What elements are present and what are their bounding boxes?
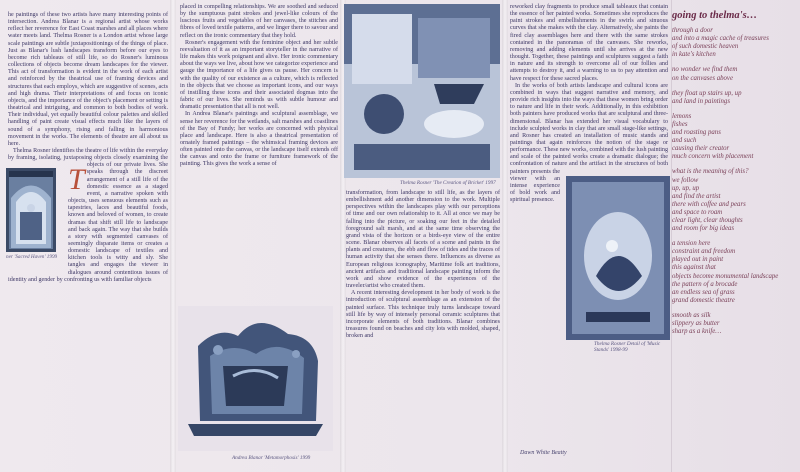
poem-stanza — [672, 90, 796, 106]
poem-line: a tension here — [672, 240, 711, 248]
col2-paragraph-3: In Andrea Blanar's paintings and sculptural assemblage, we sense her reverence for the wetlands, salt marshes and coastlines of the Bay of Fundy; her works are concerned with physical place and landscape. Here is also a theatrical presentation of ornately framed paintings – the whimsical framing devices are often painted onto the canvas, or the landscape itself extends off the canvas and onto the frame or furniture framework of the painting. This gives the work a sense of — [180, 111, 338, 168]
poem-stanza — [672, 27, 796, 59]
poem-line: the pattern of a brocade — [672, 280, 738, 288]
poem-title: going to thelma's… — [672, 10, 758, 21]
drop-cap: T — [68, 163, 85, 196]
wrap-spacer — [346, 350, 386, 470]
poem-line: and find the artist — [672, 192, 721, 200]
poem-line: and room for big ideas — [672, 225, 735, 233]
caption-sacred-haven: ner 'Sacred Haven' 1999 — [6, 254, 58, 260]
col1-paragraph-1-text: he paintings of these two artists have many interesting points of intersection. Andrea Blanar is a regional artist whose works reflect her reverence for East Coast marshes and all places where water meets land. Thelma Rosner is a London artist whose large scale paintings are subtle juxtapositionings of the things of place. Just as Blanar's lush landscapes transform before our eyes to become rich tableaus of still life, so do Rosner's luminous collections of objects become dream landscapes for the viewer. This act of transformation is evident in the work of each artist and reinforced by the theatrical use of framing devices and structures that each employs, which are suggestive of scenes, acts and high drama. Their interpretations of and focus on iconic objects, and the importance of the object's placement or setting is theatrical and intriguing, and common to both bodies of work. Their individual, yet equally beautiful colour palettes and skilled handling of paint create visual effects much like the layers of sound of a symphony, rising and falling in harmonious movement in the works. The elements of theatre are all about us here. — [8, 12, 168, 147]
col2-paragraph-1: placed in compelling relationships. We are soothed and seduced by the sumptuous paint strokes and jewel-like colours of the luscious fruits and vegetables of her canvases, the stitches and fibres of loved textile patterns, and we linger there to savour and reflect on the ironic commentary that they hold. — [180, 4, 338, 39]
page-fold-1 — [170, 0, 176, 472]
poem-line: there with coffee and pears — [672, 200, 746, 208]
column-2 — [180, 4, 338, 262]
poem-line: we follow — [672, 176, 699, 184]
poem-line: this against that — [672, 264, 716, 272]
poem-stanza — [672, 66, 796, 82]
poem-line: lemons — [672, 112, 692, 120]
poem-stanza — [672, 312, 796, 336]
poem-line: and land in paintings — [672, 97, 730, 105]
poem-line: of such domestic heaven — [672, 43, 739, 51]
poem-line: slippery as butter — [672, 320, 720, 327]
poem-line: constraint and freedom — [672, 248, 736, 256]
poem-line: up, up, up — [672, 184, 700, 192]
poem-line: and space to roam — [672, 208, 723, 216]
poem-line: sharp as a knife… — [672, 328, 722, 336]
poem-line: grand domestic theatre — [672, 296, 735, 304]
poem-stanza — [672, 240, 796, 305]
page-fold-3 — [502, 0, 508, 472]
poem-line: through a door — [672, 27, 713, 35]
poem-stanza — [672, 168, 796, 233]
poem-line: no wonder we find them — [672, 66, 738, 74]
photo-sacred-haven — [6, 168, 56, 252]
poem-line: clear light, clear thoughts — [672, 216, 743, 224]
poem-line: causing their creator — [672, 145, 730, 153]
poem-line: on the canvases above — [672, 74, 733, 82]
poem-line: and such — [672, 137, 697, 145]
caption-creation-of-bricket: Thelma Rosner 'The Creation of Bricket' 1997 — [400, 180, 496, 186]
col3-paragraph-2: A recent interesting development in her body of work is the introduction of sculptural assemblage as an extension of the painted surface. This technique truly turns landscape toward still life by way of intensely personal ceramic sculptures that incorporate elements of both traditions. Blanar combines treasures found on beaches and city lots with molded, shaped, broken and — [346, 290, 500, 340]
author-signature: Dawn White Beatty — [520, 450, 567, 456]
poem — [672, 12, 796, 343]
col2-paragraph-2: Rosner's engagement with the feminine object and her subtle reevaluation of it as an important storyteller in the narrative of life makes this work poignant and alive. Her ironic commentary about the ways we live, about how we categorize experience and gauge the importance of a life gives us pause. Her concern is with the quality of our existence as a culture, which is reflected in the objects that we choose as important icons, and our ways of instilling these icons and their associated dogmas into the fabric of our lives. She reminds us with subtle humour and dramatic presentation that all is not well. — [180, 39, 338, 111]
creation-of-bricket-artwork — [344, 4, 500, 178]
poem-line: and roasting pans — [672, 129, 721, 137]
poem-line: in kate's kitchen — [672, 51, 716, 59]
poem-line: fishes — [672, 120, 688, 128]
poem-stanza — [672, 113, 796, 162]
poem-line: an endless sea of grass — [672, 288, 735, 296]
poem-line: and into a magic cache of treasures — [672, 35, 769, 43]
photo-creation-of-bricket — [344, 4, 500, 178]
caption-metamorphosis: Andrea Blanar 'Metamorphosis' 1999 — [232, 455, 311, 461]
sacred-haven-artwork — [6, 168, 56, 252]
column-3 — [346, 190, 500, 470]
poem-line: what is the meaning of this? — [672, 168, 749, 176]
photo-metamorphosis — [178, 306, 333, 451]
music-stands-artwork — [566, 176, 670, 340]
caption-music-stands: Thelma Rosner Detail of 'Music Stands' 1998-99 — [594, 341, 661, 353]
poem-stanzas — [672, 27, 796, 336]
col3-paragraph-1: transformation, from landscape to still life, as the layers of embellishment add another dimension to the work. Multiple perspectives within the landscapes play with our perceptions of time and our own relationship to it. All at once we may be falling into the picture, or soaking our feet in the detailed foreground salt marsh, and at the same time observing the grand vista of the horizon or a birds-eye view of the entire scene. Blanar observes all facets of a scene and paints in the plants and creatures, the ebb and flow of tides and the traces of human activity that she senses there. Influences as diverse as European religious iconography, Maritime folk art traditions, ancient artifacts and traditional landscape painting inform the work and show evidence of the experiences of the traveler/artist who created them. — [346, 190, 500, 290]
col1-paragraph-2: Thelma Rosner identifies the theatre of life within the everyday by framing, isolating, juxtaposing objects closely examining the objects of our private lives. She speaks through the discreet arrangement of a still life of the domestic essence as a staged event, a narrative spoken with objects, uses sensuous elements such as tapestries, laces and beautiful foods, known and beloved of women, to create dramas that shift still life to landscape and back again. The way that she builds a story with segmented canvases of seemingly disparate items or creates a domestic landscape of textiles and kitchen tools is witty and sly. She tangles and engages the viewer in dialogues around contentious issues of identity and gender by confronting us with familiar objects — [8, 147, 168, 283]
photo-music-stands — [566, 176, 670, 340]
col4-paragraph-1: reworked clay fragments to produce small tableaux that contain the essence of her painted works. Sometimes she reproduces the paint strokes and embellishments in the swirls and sinuous curves that she makes with the clay. Alternatively, she paints the fired clay assemblages here and there with the same strokes contained in the panoramas of the canvases. She reworks, removing and adding elements until she arrives at the new thought. Together, these paintings and sculptures suggest a faith in nature and its strength to overcome all of our follies and attempts to destroy it, and a warning to us to pay attention and have respect for these sacred places. — [510, 4, 668, 82]
poem-line: much concern with placement — [672, 153, 754, 161]
col1-paragraph-1 — [8, 12, 168, 148]
metamorphosis-artwork — [178, 306, 333, 451]
poem-line: they float up stairs up, up — [672, 89, 742, 97]
col4-paragraph-2-text: In the works of both artists landscape and cultural icons are combined in ways that suggest narrative and memory, and provide rich insights into the ways that these women bring order to nature and life in their work. Additionally, in this exhibition both painters have produced works that are sculptural and three-dimensional. Blanar has extended her visual vocabulary to include sculpted works in clay that are small stage-like settings, and Rosner has created an installation of music stands and paintings that again reinforces the notion of the stage or performance. These new works, combined with the lush painting and scale of the painted works create a dramatic dialogue; the confrontation of nature and the artifact in the structures of both painters presents the viewer with an intense experience of bold work and spiritual presence. — [510, 82, 668, 204]
poem-line: played out in paint — [672, 256, 724, 264]
poem-line: objects become monumental landscape — [672, 272, 779, 280]
poem-line: smooth as silk — [672, 311, 711, 319]
